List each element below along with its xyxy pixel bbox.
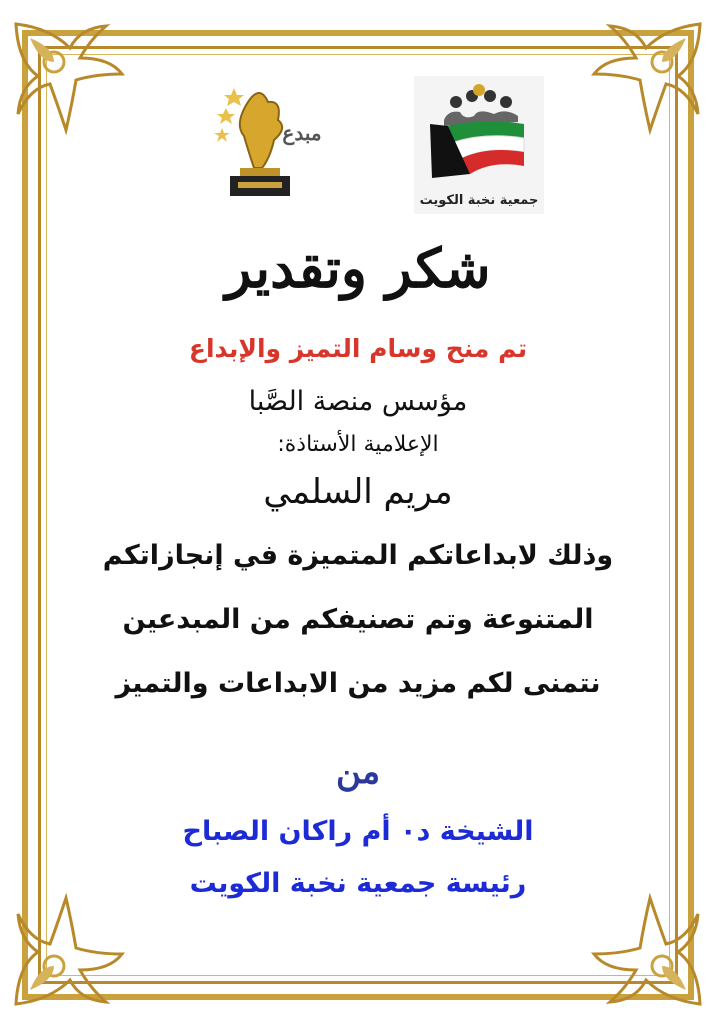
ornament-corner-icon bbox=[10, 18, 130, 138]
kuwait-flag-icon bbox=[414, 80, 544, 190]
trophy-icon bbox=[204, 80, 324, 202]
signer-role: رئيسة جمعية نخبة الكويت bbox=[189, 868, 527, 899]
certificate-heading: شكر وتقدير bbox=[225, 236, 491, 300]
trophy-label: مبدع bbox=[282, 121, 322, 145]
body-line: وذلك لابداعاتكم المتميزة في إنجازاتكم bbox=[102, 540, 614, 571]
body-line: نتمنى لكم مزيد من الابداعات والتميز bbox=[115, 668, 601, 699]
society-logo bbox=[414, 76, 544, 214]
body-line: المتنوعة وتم تصنيفكم من المبدعين bbox=[122, 604, 594, 635]
signer-name: الشيخة د٠ أم راكان الصباح bbox=[182, 816, 534, 847]
ornament-corner-icon bbox=[10, 890, 130, 1010]
ornament-corner-icon bbox=[586, 890, 706, 1010]
founder-line: مؤسس منصة الصَّبا bbox=[248, 386, 468, 417]
recipient-name: مريم السلمي bbox=[263, 472, 453, 512]
title-line: الإعلامية الأستاذة: bbox=[277, 432, 439, 457]
award-line: تم منح وسام التميز والإبداع bbox=[188, 334, 528, 363]
ornament-corner-icon bbox=[586, 18, 706, 138]
logo-caption: جمعية نخبة الكويت bbox=[419, 193, 539, 208]
from-label: من bbox=[335, 752, 381, 792]
